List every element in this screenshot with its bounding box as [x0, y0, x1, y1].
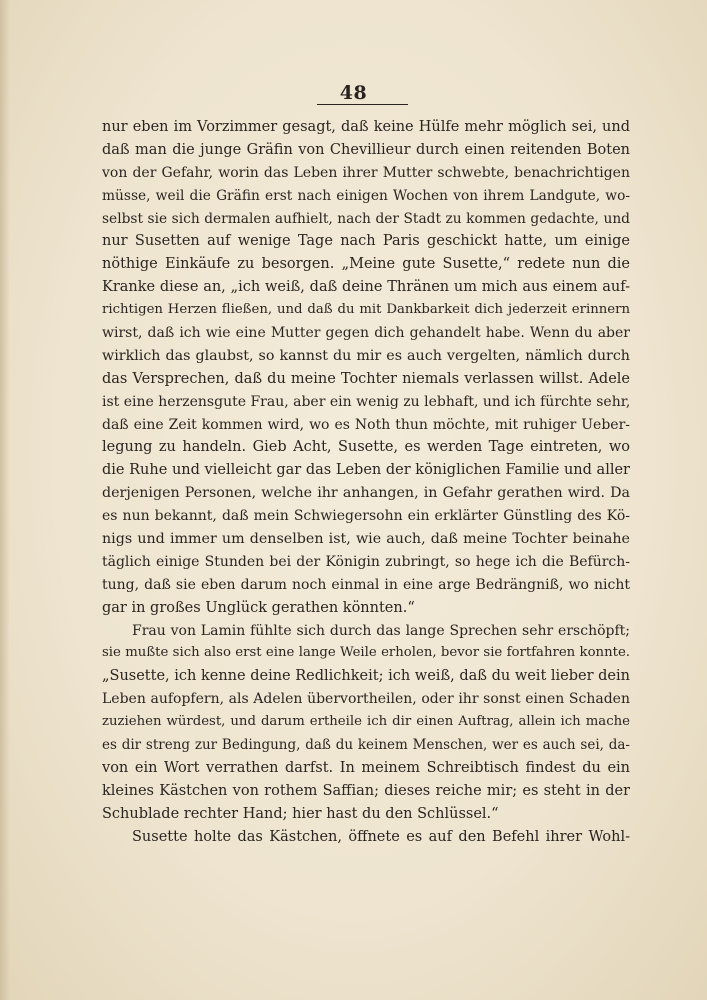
text-line: nur eben im Vorzimmer gesagt, daß keine Hülfe mehr möglich sei, und	[102, 119, 630, 135]
text-line: das Versprechen, daß du meine Tochter niemals verlassen willst. Adele	[102, 370, 630, 387]
text-line: Kranke diese an, „ich weiß, daß deine Thränen um mich aus einem auf-	[102, 279, 630, 296]
text-line: Susette holte das Kästchen, öffnete es auf den Befehl ihrer Wohl-	[132, 828, 630, 845]
text-line: wirst, daß ich wie eine Mutter gegen dich gehandelt habe. Wenn du aber	[102, 325, 630, 342]
text-line: täglich einige Stunden bei der Königin zubringt, so hege ich die Befürch-	[102, 553, 630, 570]
body-text	[102, 116, 630, 849]
text-line: Leben aufopfern, als Adelen übervortheilen, oder ihr sonst einen Schaden	[102, 691, 630, 708]
text-line: selbst sie sich dermalen aufhielt, nach der Stadt zu kommen gedachte, und	[102, 210, 630, 227]
text-line: nigs und immer um denselben ist, wie auch, daß meine Tochter beinahe	[102, 531, 630, 548]
text-line: richtigen Herzen fließen, und daß du mit Dankbarkeit dich jederzeit erinnern	[102, 302, 630, 318]
text-line: derjenigen Personen, welche ihr anhangen, in Gefahr gerathen wird. Da	[102, 485, 630, 502]
text-line: nöthige Einkäufe zu besorgen. „Meine gute Susette,“ redete nun die	[102, 256, 630, 273]
page-number: 48	[339, 82, 368, 104]
text-line: sie mußte sich also erst eine lange Weile erholen, bevor sie fortfahren konnte.	[102, 645, 630, 661]
text-line: daß eine Zeit kommen wird, wo es Noth thun möchte, mit ruhiger Ueber-	[102, 416, 630, 433]
text-line: tung, daß sie eben darum noch einmal in eine arge Bedrängniß, wo nicht	[102, 576, 630, 593]
text-line: wirklich das glaubst, so kannst du mir es auch vergelten, nämlich durch	[102, 347, 630, 364]
text-line: die Ruhe und vielleicht gar das Leben der königlichen Familie und aller	[102, 462, 630, 479]
text-line: kleines Kästchen von rothem Saffian; dieses reiche mir; es steht in der	[102, 782, 630, 799]
text-line: Schublade rechter Hand; hier hast du den Schlüssel.“	[102, 805, 499, 822]
text-line: es dir streng zur Bedingung, daß du keinem Menschen, wer es auch sei, da-	[102, 737, 630, 754]
text-line: es nun bekannt, daß mein Schwiegersohn ein erklärter Günstling des Kö-	[102, 508, 630, 525]
text-line: Frau von Lamin fühlte sich durch das lange Sprechen sehr erschöpft;	[132, 622, 630, 639]
text-line: legung zu handeln. Gieb Acht, Susette, es werden Tage eintreten, wo	[102, 439, 630, 456]
text-line: gar in großes Unglück gerathen könnten.“	[102, 599, 415, 616]
page-edge-shadow	[0, 0, 10, 1000]
text-line: zuziehen würdest, und darum ertheile ich dir einen Auftrag, allein ich mache	[102, 714, 630, 730]
text-line: ist eine herzensgute Frau, aber ein wenig zu lebhaft, und ich fürchte sehr,	[102, 393, 630, 410]
text-line: daß man die junge Gräfin von Chevillieur durch einen reitenden Boten	[102, 141, 630, 158]
text-line: müsse, weil die Gräfin erst nach einigen Wochen von ihrem Landgute, wo-	[102, 187, 630, 204]
text-line: von ein Wort verrathen darfst. In meinem Schreibtisch findest du ein	[102, 759, 630, 776]
text-line: von der Gefahr, worin das Leben ihrer Mutter schwebte, benachrichtigen	[102, 164, 630, 181]
text-line: nur Susetten auf wenige Tage nach Paris geschickt hatte, um einige	[102, 233, 630, 250]
text-line: „Susette, ich kenne deine Redlichkeit; ich weiß, daß du weit lieber dein	[102, 668, 630, 685]
header-rule	[317, 104, 408, 105]
